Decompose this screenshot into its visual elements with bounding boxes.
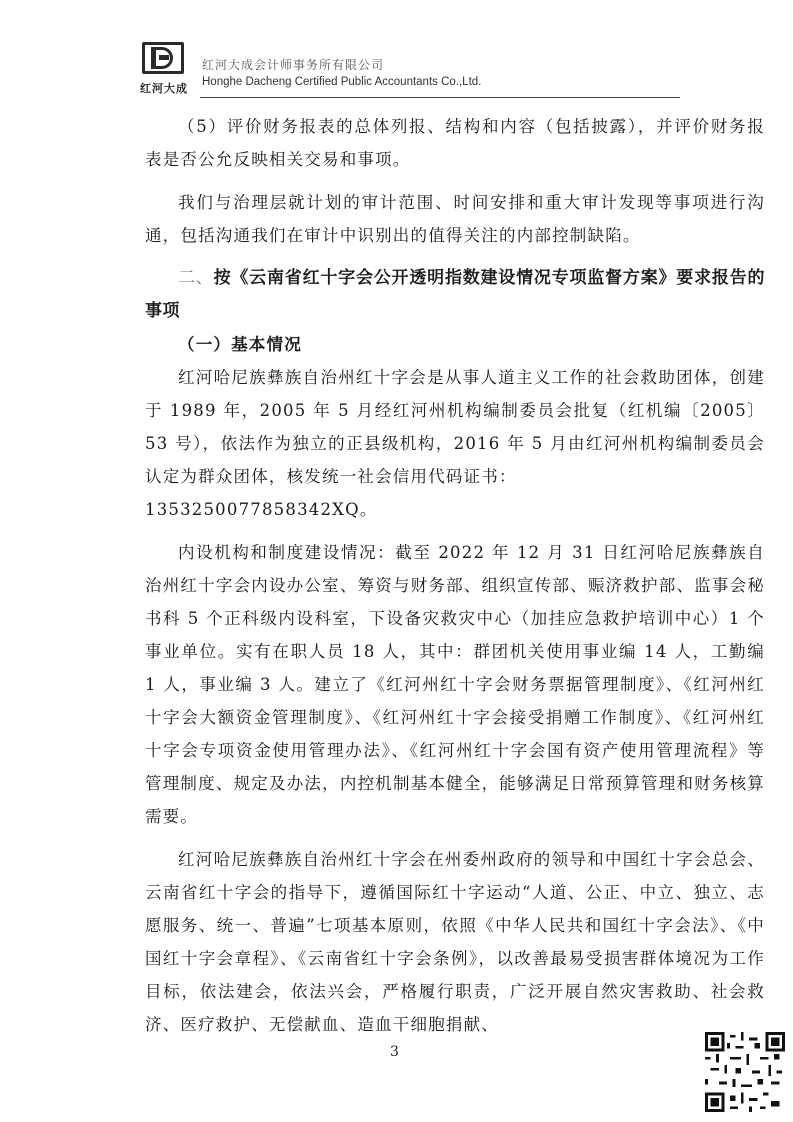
section-title: 按《云南省红十字会公开透明指数建设情况专项监督方案》要求报告的事项	[145, 268, 765, 321]
logo-mark-icon	[142, 42, 184, 74]
paragraph-institutions: 内设机构和制度建设情况：截至 2022 年 12 月 31 日红河哈尼族彝族自治州红十字会内设办公室、筹资与财务部、组织宣传部、赈济救护部、监事会秘书科 5 个正科级内设科室，下设备灾救灾中心（加挂应急救护培训中心）1 个事业单位。实有在职人员 18 人，其中：群团机关使用事业编 14 人，工勤编 1 人，事业编 3 人。建立了《红河州红十字会财务票据管理制度》、《红河州红十字会大额资金管理制度》、《红河州红十字会接受捐赠工作制度》、《红河州红十字会专项资金使用管理办法》、《红河州红十字会国有资产使用管理流程》等管理制度、规定及办法，内控机制基本健全，能够满足日常预算管理和财务核算需要。	[145, 543, 765, 826]
paragraph-communication: 我们与治理层就计划的审计范围、时间安排和重大审计发现等事项进行沟通，包括沟通我们在审计中识别出的值得关注的内部控制缺陷。	[145, 193, 765, 245]
firm-name	[202, 56, 481, 88]
document-body	[145, 110, 765, 1041]
qr-code-icon	[705, 1032, 785, 1112]
section-heading	[145, 262, 765, 328]
firm-name-cn: 红河大成会计师事务所有限公司	[202, 58, 385, 72]
logo-text: 红河大成	[140, 82, 188, 95]
paragraph-basic-info: 红河哈尼族彝族自治州红十字会是从事人道主义工作的社会救助团体，创建于 1989 年，2005 年 5 月经红河州机构编制委员会批复（红机编〔2005〕53 号），依法作为独立的正县级机构，2016 年 5 月由红河州机构编制委员会认定为群众团体，核发统一社会信用代码证书：	[145, 368, 765, 486]
subsection-heading: （一）基本情况	[178, 335, 302, 354]
firm-name-en: Honghe Dacheng Certified Public Accountants Co.,Ltd.	[202, 76, 482, 88]
letterhead	[140, 42, 700, 102]
paragraph-evaluation: （5）评价财务报表的总体列报、结构和内容（包括披露），并评价财务报表是否公允反映相关交易和事项。	[145, 117, 765, 169]
header-divider	[200, 97, 680, 98]
section-number: 二、	[178, 268, 214, 288]
paragraph-mission: 红河哈尼族彝族自治州红十字会在州委州政府的领导和中国红十字会总会、云南省红十字会的指导下，遵循国际红十字运动“人道、公正、中立、独立、志愿服务、统一、普遍”七项基本原则，依照《中华人民共和国红十字会法》、《中国红十字会章程》、《云南省红十字会条例》，以改善最易受损害群体境况为工作目标，依法建会，依法兴会，严格履行职责，广泛开展自然灾害救助、社会救济、医疗救护、无偿献血、造血干细胞捐献、	[145, 850, 765, 1034]
page-number: 3	[390, 1044, 399, 1060]
firm-logo	[140, 42, 190, 96]
credit-code: 1353250077858342XQ。	[145, 500, 378, 519]
